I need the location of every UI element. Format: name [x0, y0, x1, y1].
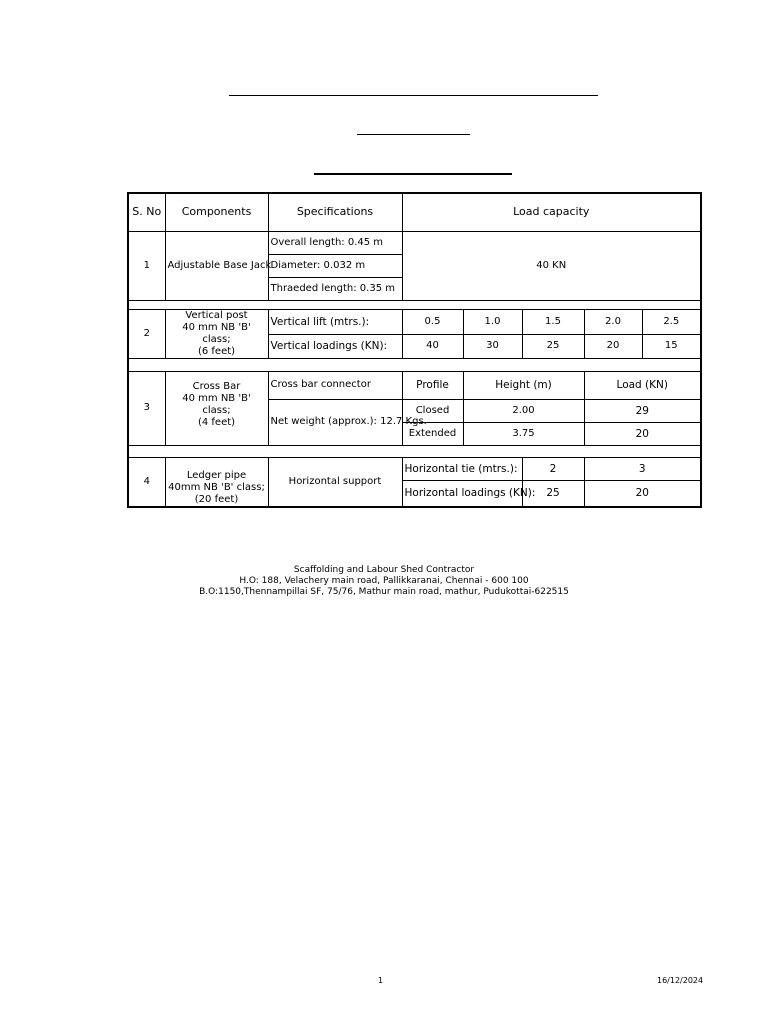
header-components: Components — [165, 193, 268, 231]
horizontal-tie-value: 2 — [522, 457, 584, 480]
footer-head-office: H.O: 188, Velachery main road, Pallikkaranai, Chennai - 600 100 — [239, 576, 529, 586]
table-row — [128, 457, 701, 480]
vertical-lift-value: 2.5 — [642, 309, 701, 334]
row1-load: 40 KN — [402, 231, 701, 300]
vertical-lift-value: 2.0 — [584, 309, 642, 334]
cross-bar-connector: Cross bar connector — [268, 371, 402, 399]
subtitle-underline — [357, 134, 470, 135]
spacer-row — [128, 445, 701, 457]
row4-sno: 4 — [128, 457, 165, 507]
vertical-loadings-label: Vertical loadings (KN): — [268, 334, 402, 358]
extended-load: 20 — [584, 422, 701, 445]
closed-profile: Closed — [402, 399, 463, 422]
horizontal-loading-value: 25 — [522, 480, 584, 507]
row1-component: Adjustable Base Jack — [165, 231, 268, 300]
row4-component-line: 40mm NB 'B' class; — [168, 482, 265, 493]
row1-spec-threaded-length: Thraeded length: 0.35 m — [268, 277, 402, 300]
header-specifications: Specifications — [268, 193, 402, 231]
table-row — [128, 231, 701, 254]
horizontal-loadings-label: Horizontal loadings (KN): — [402, 480, 522, 507]
vertical-loading-value: 30 — [463, 334, 522, 358]
row3-sno: 3 — [128, 371, 165, 445]
extended-height: 3.75 — [463, 422, 584, 445]
row4-component-line: (20 feet) — [194, 494, 239, 505]
footer-company-line: Scaffolding and Labour Shed Contractor — [293, 565, 475, 575]
heading-underline — [314, 173, 512, 175]
row1-sno: 1 — [128, 231, 165, 300]
table-row — [128, 371, 701, 399]
horizontal-tie-value: 3 — [584, 457, 701, 480]
table-row — [128, 309, 701, 334]
vertical-loading-value: 40 — [402, 334, 463, 358]
vertical-lift-value: 1.5 — [522, 309, 584, 334]
row4-spec: Horizontal support — [268, 457, 402, 507]
closed-load: 29 — [584, 399, 701, 422]
vertical-loading-value: 15 — [642, 334, 701, 358]
row2-component — [165, 309, 268, 358]
row3-component-line: 40 mm NB 'B' class; — [182, 392, 251, 416]
vertical-lift-value: 0.5 — [402, 309, 463, 334]
page-number: 1 — [378, 976, 384, 985]
spacer-row — [128, 358, 701, 371]
closed-height: 2.00 — [463, 399, 584, 422]
row2-sno: 2 — [128, 309, 165, 358]
row3-component-line: Cross Bar — [192, 380, 241, 392]
header-sno: S. No — [128, 193, 165, 231]
row1-spec-overall-length: Overall length: 0.45 m — [268, 231, 402, 254]
vertical-loading-value: 20 — [584, 334, 642, 358]
row3-component — [165, 371, 268, 445]
row4-component-line: Ledger pipe — [186, 470, 247, 481]
vertical-loading-value: 25 — [522, 334, 584, 358]
row2-component-line: (6 feet) — [197, 345, 236, 357]
row4-component — [165, 457, 268, 507]
row2-component-line: Vertical post — [185, 309, 248, 321]
load-header: Load (KN) — [584, 371, 701, 399]
horizontal-loading-value: 20 — [584, 480, 701, 507]
header-load-capacity: Load capacity — [402, 193, 701, 231]
row1-spec-diameter: Diameter: 0.032 m — [268, 254, 402, 277]
vertical-lift-value: 1.0 — [463, 309, 522, 334]
extended-profile: Extended — [402, 422, 463, 445]
net-weight: Net weight (approx.): 12.7 Kgs. — [268, 399, 402, 445]
load-capacity-table — [127, 192, 702, 508]
profile-header: Profile — [402, 371, 463, 399]
vertical-lift-label: Vertical lift (mtrs.): — [268, 309, 402, 334]
footer-date: 16/12/2024 — [657, 976, 704, 985]
height-header: Height (m) — [463, 371, 584, 399]
title-underline — [229, 95, 598, 96]
row2-component-line: 40 mm NB 'B' class; — [182, 321, 251, 345]
footer-branch-office: B.O:1150,Thennampillai SF, 75/76, Mathur main road, mathur, Pudukottai-622515 — [199, 587, 569, 597]
horizontal-tie-label: Horizontal tie (mtrs.): — [402, 457, 522, 480]
table-header-row — [128, 193, 701, 231]
spacer-row — [128, 300, 701, 309]
row3-component-line: (4 feet) — [197, 416, 236, 428]
